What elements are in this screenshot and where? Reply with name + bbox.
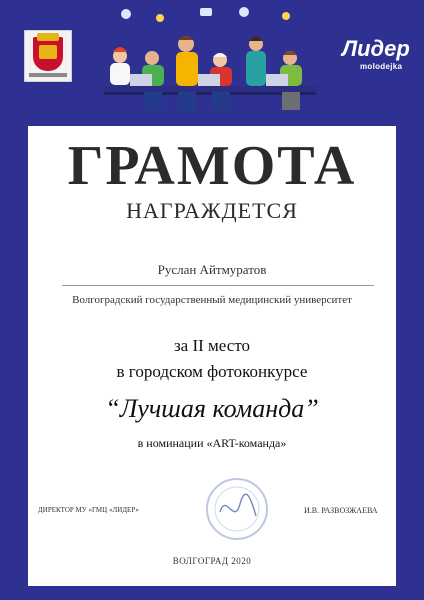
laptop-1: [130, 74, 152, 86]
stamp-ring: [207, 479, 267, 539]
gear-icon: [121, 9, 131, 19]
leader-logo-text: Лидер: [342, 36, 410, 61]
director-label: ДИРЕКТОР МУ «ГМЦ «ЛИДЕР»: [38, 506, 139, 514]
place-line: за II место: [173, 336, 251, 355]
leader-logo-subtext: molodejka: [360, 62, 403, 71]
person-teal: [246, 37, 266, 87]
leader-logo: [342, 38, 410, 60]
signature-stroke: [220, 494, 256, 516]
table-top: [102, 86, 318, 92]
laptop-3: [266, 74, 288, 86]
city-emblem: [24, 30, 72, 82]
recipient-organization: Волгоградский государственный медицинский университет: [72, 294, 352, 306]
director-name: И.В. РАЗВОЗЖАЕВА: [304, 506, 378, 515]
certificate-subtitle: НАГРАЖДЕТСЯ: [126, 198, 298, 223]
header-banner: [0, 0, 424, 126]
emblem-crown-icon: [37, 33, 59, 41]
person-left: [110, 47, 130, 85]
laptop-2: [198, 74, 220, 86]
idea-icon: [282, 12, 290, 20]
footer-city-year: ВОЛГОГРАД 2020: [172, 556, 252, 566]
lightbulb-icon: [156, 14, 164, 22]
certificate-title: ГРАМОТА: [67, 135, 357, 197]
emblem-caption-line: [29, 73, 67, 77]
emblem-tower-icon: [39, 45, 57, 59]
team-illustration: [90, 0, 330, 126]
nomination-title: “Лучшая команда”: [105, 394, 319, 423]
name-underline: [62, 285, 374, 286]
globe-icon: [239, 7, 249, 17]
recipient-name: Руслан Айтмуратов: [157, 262, 267, 277]
nomination-line: в номинации «ART-команда»: [137, 436, 287, 450]
signature-stamp: [200, 472, 274, 546]
chat-bubble-icon: [200, 8, 212, 16]
person-yellow: [176, 36, 198, 112]
contest-line: в городском фотоконкурсе: [116, 362, 308, 381]
